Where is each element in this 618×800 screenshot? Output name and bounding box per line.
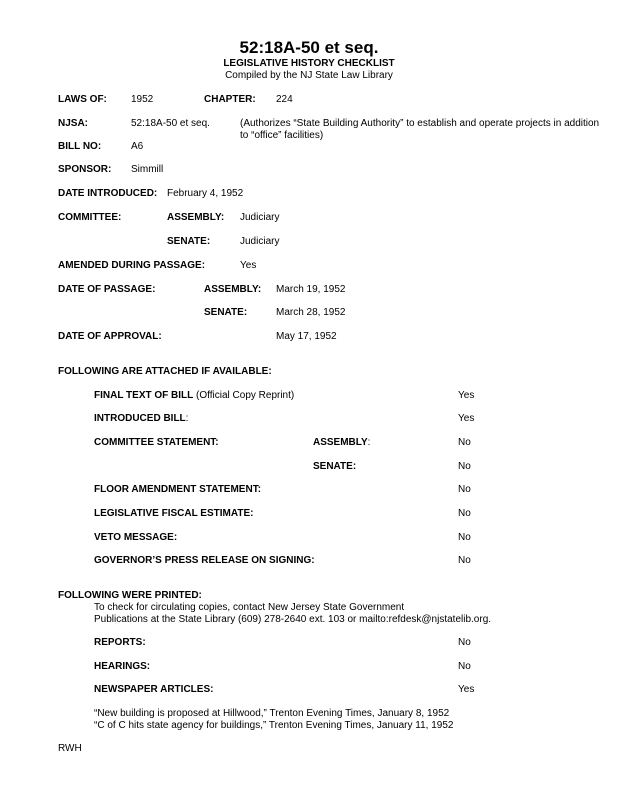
- hearings-value: No: [458, 661, 471, 672]
- passage-label: DATE OF PASSAGE:: [58, 284, 156, 295]
- final-text-row: [94, 390, 294, 402]
- committee-senate-label: SENATE:: [167, 236, 211, 247]
- cs-assembly-label: ASSEMBLY: [313, 437, 368, 448]
- cs-senate-label: SENATE:: [313, 461, 357, 472]
- passage-senate-value: March 28, 1952: [276, 307, 346, 318]
- introduced-bill-colon: :: [185, 413, 189, 424]
- cs-senate-value: No: [458, 461, 471, 472]
- njsa-description: (Authorizes “State Building Authority” to establish and operate projects in addition to “office” facilities): [240, 118, 600, 141]
- approval-value: May 17, 1952: [276, 331, 337, 342]
- compiled-by: Compiled by the NJ State Law Library: [225, 70, 393, 81]
- fiscal-estimate-label: LEGISLATIVE FISCAL ESTIMATE:: [94, 508, 254, 519]
- newspaper-articles-value: Yes: [458, 684, 475, 695]
- amended-value: Yes: [240, 260, 257, 271]
- committee-label: COMMITTEE:: [58, 212, 122, 223]
- cs-assembly-row: [313, 437, 370, 449]
- newspaper-articles-label: NEWSPAPER ARTICLES:: [94, 684, 214, 695]
- introduced-bill-label: INTRODUCED BILL: [94, 413, 186, 424]
- committee-statement-label: COMMITTEE STATEMENT:: [94, 437, 219, 448]
- committee-senate-value: Judiciary: [240, 236, 280, 247]
- hearings-label: HEARINGS:: [94, 661, 151, 672]
- article-item: “New building is proposed at Hillwood,” Trenton Evening Times, January 8, 1952: [94, 708, 450, 719]
- checklist-subtitle: LEGISLATIVE HISTORY CHECKLIST: [223, 58, 395, 69]
- passage-senate-label: SENATE:: [204, 307, 248, 318]
- njsa-label: NJSA:: [58, 118, 89, 129]
- sponsor-label: SPONSOR:: [58, 164, 112, 175]
- floor-amendment-label: FLOOR AMENDMENT STATEMENT:: [94, 484, 262, 495]
- cs-assembly-value: No: [458, 437, 471, 448]
- article-item: “C of C hits state agency for buildings,” Trenton Evening Times, January 11, 1952: [94, 720, 454, 731]
- floor-amendment-value: No: [458, 484, 471, 495]
- sponsor-value: Simmill: [131, 164, 164, 175]
- chapter-value: 224: [276, 94, 293, 105]
- page-title: 52:18A-50 et seq.: [239, 38, 379, 57]
- veto-message-value: No: [458, 532, 471, 543]
- printed-heading: FOLLOWING WERE PRINTED:: [58, 590, 202, 601]
- bill-no-value: A6: [131, 141, 144, 152]
- laws-of-value: 1952: [131, 94, 154, 105]
- attached-heading: FOLLOWING ARE ATTACHED IF AVAILABLE:: [58, 366, 272, 377]
- introduced-bill-value: Yes: [458, 413, 475, 424]
- reports-value: No: [458, 637, 471, 648]
- press-release-value: No: [458, 555, 471, 566]
- printed-note-line1: To check for circulating copies, contact New Jersey State Government: [94, 602, 405, 613]
- njsa-value: 52:18A-50 et seq.: [131, 118, 210, 129]
- passage-assembly-label: ASSEMBLY:: [204, 284, 262, 295]
- fiscal-estimate-value: No: [458, 508, 471, 519]
- press-release-label: GOVERNOR’S PRESS RELEASE ON SIGNING:: [94, 555, 315, 566]
- introduced-bill-row: [94, 413, 188, 425]
- cs-assembly-colon: :: [367, 437, 371, 448]
- approval-label: DATE OF APPROVAL:: [58, 331, 162, 342]
- final-text-label: FINAL TEXT OF BILL: [94, 390, 194, 401]
- laws-of-label: LAWS OF:: [58, 94, 107, 105]
- reports-label: REPORTS:: [94, 637, 146, 648]
- final-text-note: (Official Copy Reprint): [196, 390, 295, 401]
- bill-no-label: BILL NO:: [58, 141, 102, 152]
- footer-initials: RWH: [58, 743, 82, 754]
- committee-assembly-value: Judiciary: [240, 212, 280, 223]
- amended-label: AMENDED DURING PASSAGE:: [58, 260, 206, 271]
- date-introduced-value: February 4, 1952: [167, 188, 244, 199]
- final-text-value: Yes: [458, 390, 475, 401]
- date-introduced-label: DATE INTRODUCED:: [58, 188, 158, 199]
- printed-note-line2: Publications at the State Library (609) 278-2640 ext. 103 or mailto:refdesk@njstatelib.org.: [94, 614, 492, 625]
- passage-assembly-value: March 19, 1952: [276, 284, 346, 295]
- committee-assembly-label: ASSEMBLY:: [167, 212, 225, 223]
- chapter-label: CHAPTER:: [204, 94, 256, 105]
- veto-message-label: VETO MESSAGE:: [94, 532, 178, 543]
